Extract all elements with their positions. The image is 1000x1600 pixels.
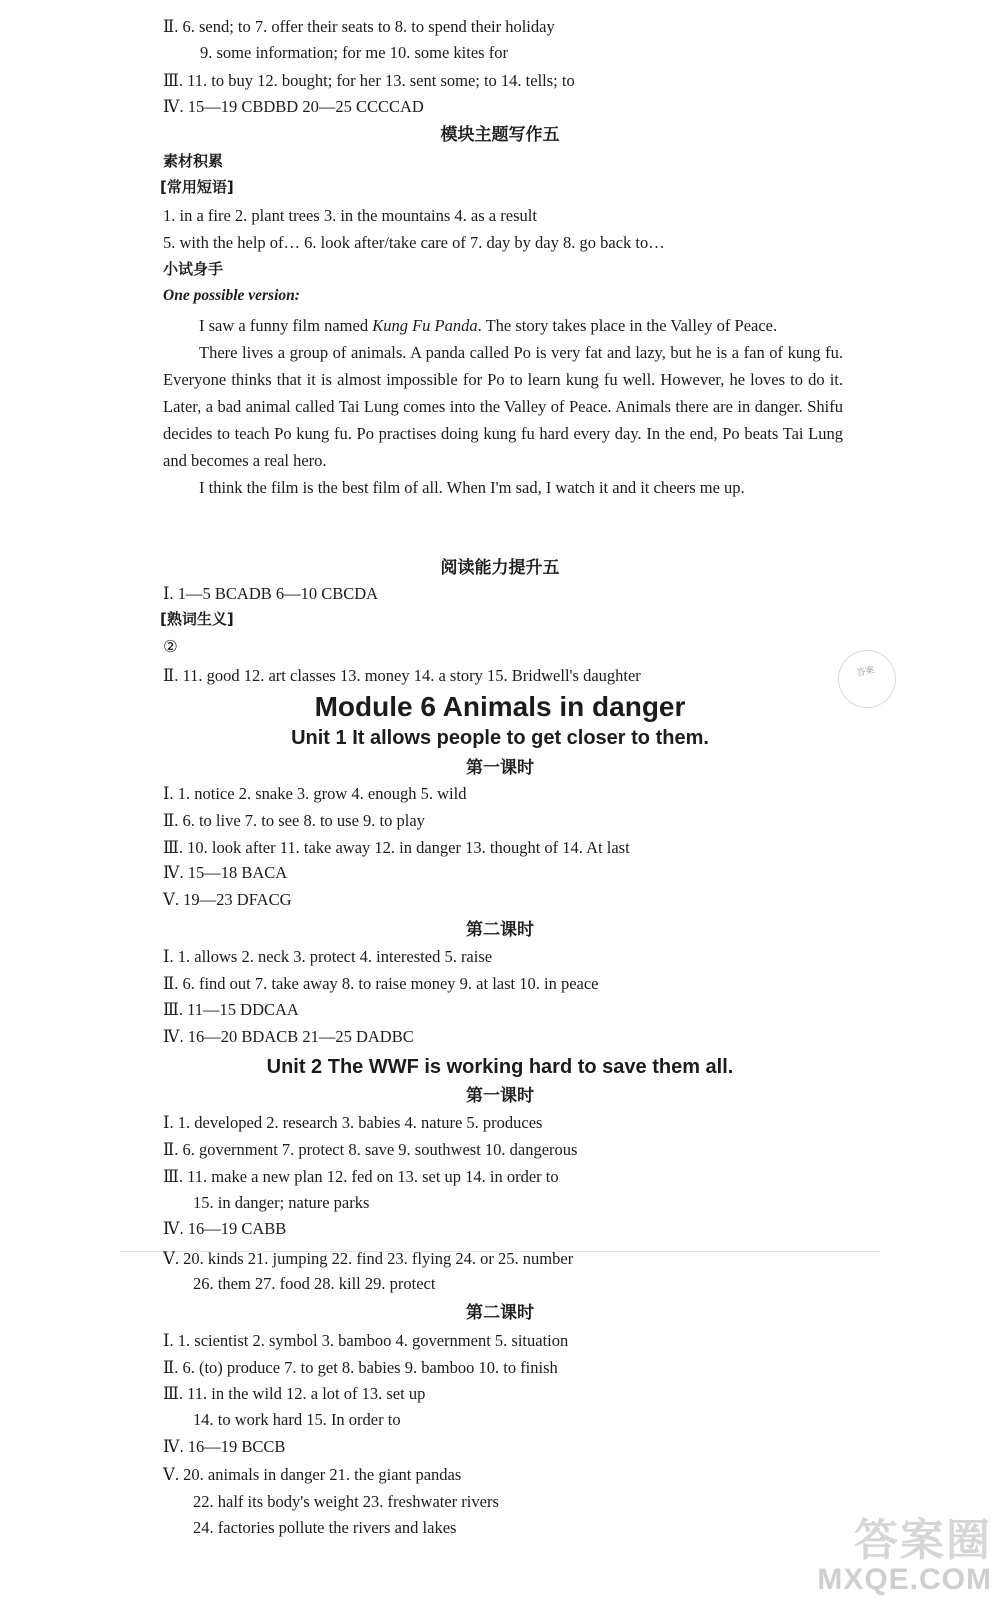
phrase-line: 1. in a fire 2. plant trees 3. in the mountains 4. as a result [163,206,537,225]
subsection-heading: 小试身手 [163,260,224,278]
answer-line: Ⅳ. 16—19 BCCB [163,1437,286,1456]
subsection-heading: 素材积累 [163,152,224,170]
section-title: 模块主题写作五 [440,125,560,145]
film-title: Kung Fu Panda [372,316,478,335]
answer-line: Ⅳ. 16—19 CABB [163,1219,287,1238]
essay-paragraph: There lives a group of animals. A panda called Po is very fat and lazy, but he is a fan of kung fu. Everyone thinks that it is almost impossible for Po to learn kung fu well. However, he loves to do it. Later, a bad animal called Tai Lung comes into the Valley of Peace. Animals there are in danger. Shifu decides to teach Po kung fu. Po practises doing kung fu hard every day. In the end, Po beats Tai Lung and becomes a real hero. [163,343,843,470]
sample-essay [163,312,843,501]
answer-line: Ⅰ. 1. scientist 2. symbol 3. bamboo 4. government 5. situation [163,1331,569,1350]
watermark-logo [817,1518,992,1596]
answer-line: Ⅰ. 1. notice 2. snake 3. grow 4. enough 5. wild [163,784,467,803]
answer-line: Ⅱ. 6. government 7. protect 8. save 9. southwest 10. dangerous [163,1140,578,1159]
answer-line: Ⅱ. 6. (to) produce 7. to get 8. babies 9. bamboo 10. to finish [163,1358,558,1377]
answer-line: 26. them 27. food 28. kill 29. protect [193,1274,436,1293]
unit-title: Unit 1 It allows people to get closer to them. [291,727,709,749]
answer-line: Ⅲ. 11—15 DDCAA [163,1000,299,1019]
answer-line: 14. to work hard 15. In order to [193,1410,401,1429]
lesson-title: 第二课时 [466,920,534,940]
essay-paragraph: I saw a funny film named Kung Fu Panda. The story takes place in the Valley of Peace. [199,316,778,335]
subsection-heading: [熟词生义] [160,610,234,628]
answer-line: Ⅲ. 11. to buy 12. bought; for her 13. sent some; to 14. tells; to [163,71,575,90]
answer-line: Ⅰ. 1—5 BCADB 6—10 CBCDA [163,584,379,603]
answer-line: Ⅲ. 11. make a new plan 12. fed on 13. set up 14. in order to [163,1167,559,1186]
lesson-title: 第一课时 [466,758,534,778]
answer-line: Ⅳ. 16—20 BDACB 21—25 DADBC [163,1027,414,1046]
answer-line: Ⅴ. 20. animals in danger 21. the giant pandas [163,1465,462,1484]
answer-line: 24. factories pollute the rivers and lakes [193,1518,457,1537]
stamp-logo: 答案 [833,645,902,714]
answer-line: Ⅴ. 19—23 DFACG [163,890,292,909]
answer-line: ② [163,637,178,656]
answer-line: Ⅲ. 11. in the wild 12. a lot of 13. set up [163,1384,426,1403]
answer-line: Ⅱ. 6. send; to 7. offer their seats to 8. to spend their holiday [163,17,555,36]
phrase-line: 5. with the help of… 6. look after/take care of 7. day by day 8. go back to… [163,233,665,252]
module-title: Module 6 Animals in danger [314,691,686,722]
unit-title: Unit 2 The WWF is working hard to save them all. [266,1056,734,1078]
answer-line: Ⅲ. 10. look after 11. take away 12. in danger 13. thought of 14. At last [163,838,630,857]
answer-line: Ⅰ. 1. developed 2. research 3. babies 4. nature 5. produces [163,1113,543,1132]
answer-line: 15. in danger; nature parks [193,1193,370,1212]
essay-paragraph: I think the film is the best film of all. When I'm sad, I watch it and it cheers me up. [199,478,745,497]
watermark-text-cn: 答案圈 [854,1516,992,1565]
answer-line: Ⅱ. 11. good 12. art classes 13. money 14. a story 15. Bridwell's daughter [163,666,641,685]
answer-line: Ⅳ. 15—18 BACA [163,863,288,882]
lesson-title: 第一课时 [466,1086,534,1106]
answer-line: 9. some information; for me 10. some kites for [200,43,508,62]
answer-line: Ⅰ. 1. allows 2. neck 3. protect 4. interested 5. raise [163,947,493,966]
section-title: 阅读能力提升五 [440,558,560,578]
subsection-heading: [常用短语] [160,178,234,196]
version-label: One possible version: [163,287,300,304]
lesson-title: 第二课时 [466,1303,534,1323]
answer-line: 22. half its body's weight 23. freshwater rivers [193,1492,499,1511]
watermark-text-en: MXQE.COM [817,1563,992,1596]
answer-line: Ⅳ. 15—19 CBDBD 20—25 CCCCAD [163,97,424,116]
answer-line: Ⅴ. 20. kinds 21. jumping 22. find 23. flying 24. or 25. number [163,1249,574,1268]
answer-line: Ⅱ. 6. to live 7. to see 8. to use 9. to play [163,811,425,830]
answer-line: Ⅱ. 6. find out 7. take away 8. to raise money 9. at last 10. in peace [163,974,599,993]
